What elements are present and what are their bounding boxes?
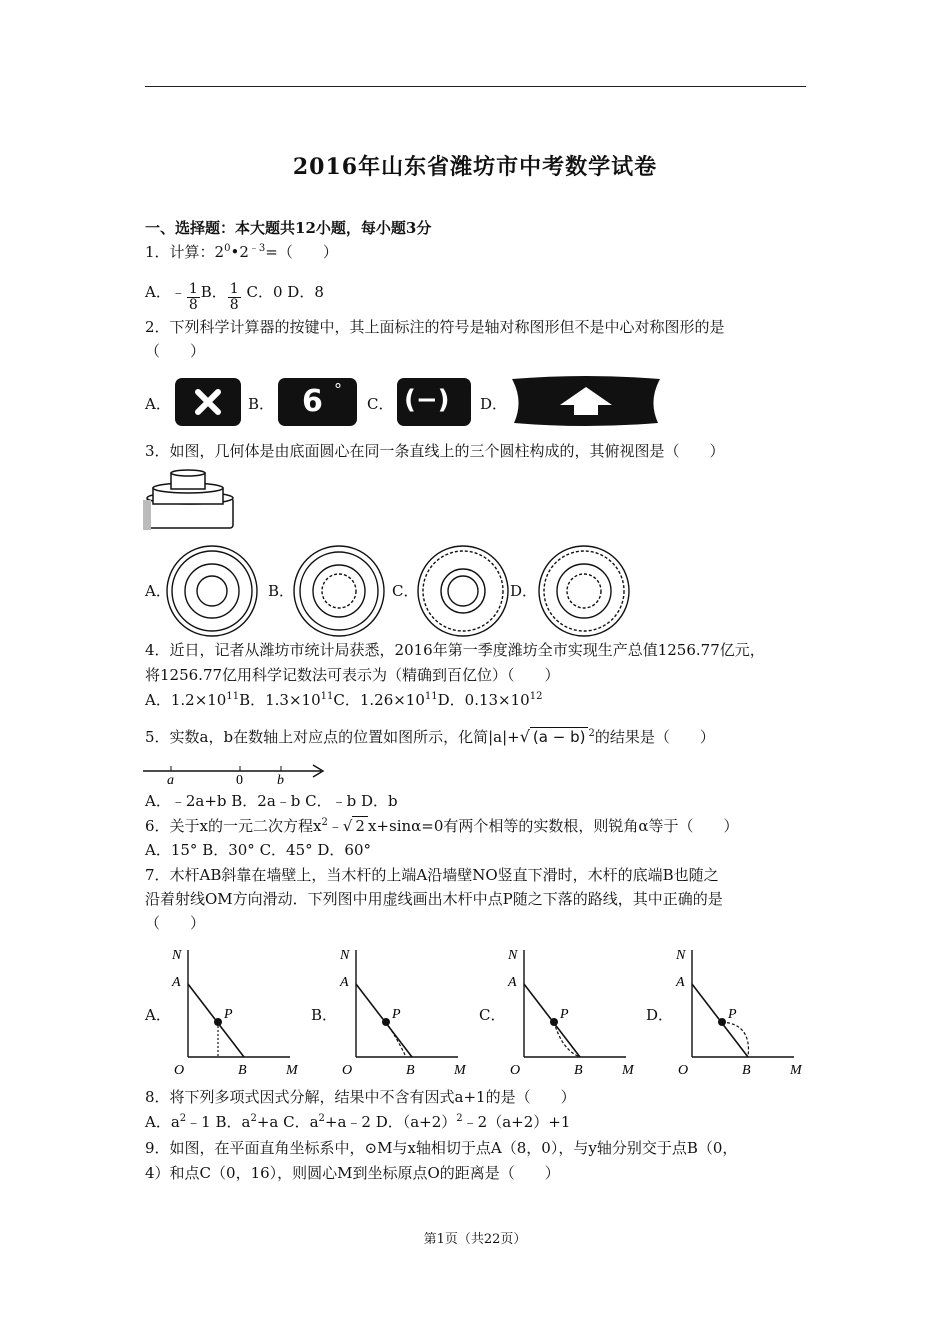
sliding-rod-figure-b: [336, 942, 476, 1078]
sliding-rod-figure-a: [168, 942, 308, 1078]
question-1: 1．计算：$2^0•2^{﹣3}=$（ ）: [145, 243, 338, 261]
question-8: 8．将下列多项式因式分解，结果中不含有因式a+1的是（ ）: [145, 1088, 576, 1106]
axis-label-a: a: [167, 773, 174, 788]
option-label-b: B．: [268, 582, 295, 600]
label-n: N: [508, 948, 518, 963]
option-label-a: A．: [145, 582, 171, 600]
question-7-paren: （ ）: [145, 914, 206, 932]
label-p: P: [728, 1007, 737, 1022]
question-5-options: A．﹣2a+b B．2a﹣b C．﹣b D．b: [145, 792, 398, 810]
header-rule: [145, 86, 806, 87]
label-m: M: [286, 1063, 298, 1078]
option-label-a: A．: [145, 395, 171, 413]
dashed-path: [386, 1022, 406, 1057]
question-4-options: A．$1.2\times 10^{11}B$．$1.3\times 10^{11}C$．$1.26\times 10^{11}D$．$0.13\times 10^{12}$: [145, 691, 543, 709]
multiply-key: [175, 378, 241, 426]
question-2: 2．下列科学计算器的按键中，其上面标注的符号是轴对称图形但不是中心对称图形的是: [145, 318, 725, 336]
label-a: A: [340, 975, 349, 990]
label-p: P: [560, 1007, 569, 1022]
axis-label-b: b: [277, 773, 284, 788]
label-p: P: [392, 1007, 401, 1022]
negative-key: (−): [397, 378, 471, 426]
sliding-rod-figure-c: [504, 942, 644, 1078]
top-view-d: [538, 545, 630, 637]
option-label-c: C．: [479, 1006, 506, 1024]
label-o: O: [174, 1063, 185, 1078]
label-b: B: [238, 1063, 247, 1078]
question-1-options: A．﹣ $\frac{1}{8}$ B． $\frac{1}{8}$ C．0 D．8: [145, 281, 324, 313]
label-b: B: [574, 1063, 583, 1078]
question-9-line-1: 9．如图，在平面直角坐标系中，⊙M与x轴相切于点A（8，0），与y轴分别交于点B（0，: [145, 1139, 738, 1157]
question-6-options: A．15° B．30° C．45° D．60°: [145, 841, 372, 859]
six-degree-key: 6 °: [278, 378, 357, 426]
shift-arrow-key: [508, 375, 664, 427]
top-view-b: [293, 545, 385, 637]
question-3: 3．如图，几何体是由底面圆心在同一条直线上的三个圆柱构成的，其俯视图是（ ）: [145, 442, 725, 460]
option-label-a: A．: [145, 1006, 171, 1024]
option-label-d: D．: [480, 395, 508, 413]
question-7-line-2: 沿着射线OM方向滑动．下列图中用虚线画出木杆中点P随之下落的路线，其中正确的是: [145, 890, 723, 908]
midpoint-p: [718, 1018, 726, 1026]
label-m: M: [454, 1063, 466, 1078]
sliding-rod-figure-d: [672, 942, 812, 1078]
top-view-c: [417, 545, 509, 637]
question-5: 5．实数a，b在数轴上对应点的位置如图所示，化简|a|+√ (a − b) $^2$的结果是（ ）: [145, 727, 715, 746]
question-9-line-2: 4）和点C（0，16），则圆心M到坐标原点O的距离是（ ）: [145, 1164, 560, 1182]
label-n: N: [172, 948, 182, 963]
label-a: A: [508, 975, 517, 990]
option-label-c: C．: [392, 582, 419, 600]
question-6: 6．关于x的一元二次方程$x^2﹣√$ 2 x+sinα=0有两个相等的实数根，则锐角α等于（ ）: [145, 817, 739, 835]
midpoint-p: [550, 1018, 558, 1026]
question-4-line-1: 4．近日，记者从潍坊市统计局获悉，2016年第一季度潍坊全市实现生产总值1256.77亿元，: [145, 641, 765, 659]
label-o: O: [678, 1063, 689, 1078]
midpoint-p: [214, 1018, 222, 1026]
option-label-d: D．: [646, 1006, 674, 1024]
page-title: 2016年山东省潍坊市中考数学试卷: [292, 154, 658, 180]
label-o: O: [342, 1063, 353, 1078]
label-a: A: [172, 975, 181, 990]
label-p: P: [224, 1007, 233, 1022]
option-label-d: D．: [510, 582, 538, 600]
label-m: M: [622, 1063, 634, 1078]
question-2-paren: （ ）: [145, 342, 206, 360]
question-8-options: A．$a^2﹣1$ B．$a^2+a$ C．$a^2+a﹣2$ D．$(a+2)^2﹣2(a+2)+1$: [145, 1113, 571, 1131]
label-m: M: [790, 1063, 802, 1078]
label-a: A: [676, 975, 685, 990]
label-b: B: [742, 1063, 751, 1078]
question-4-line-2: 将1256.77亿用科学记数法可表示为（精确到百亿位）（ ）: [145, 666, 560, 684]
question-7-line-1: 7．木杆AB斜靠在墙壁上，当木杆的上端A沿墙壁NO竖直下滑时，木杆的底端B也随之: [145, 866, 719, 884]
section-heading: 一、选择题：本大题共12小题，每小题3分: [145, 219, 432, 237]
label-b: B: [406, 1063, 415, 1078]
midpoint-p: [382, 1018, 390, 1026]
label-n: N: [340, 948, 350, 963]
top-view-a: [166, 545, 258, 637]
option-label-b: B．: [248, 395, 275, 413]
option-label-c: C．: [367, 395, 394, 413]
label-o: O: [510, 1063, 521, 1078]
number-line: [143, 760, 328, 786]
axis-label-0: 0: [236, 773, 243, 788]
option-label-b: B．: [311, 1006, 338, 1024]
page-footer: 第1页（共22页）: [423, 1232, 527, 1247]
label-n: N: [676, 948, 686, 963]
cylinder-solid-figure: [143, 470, 238, 534]
